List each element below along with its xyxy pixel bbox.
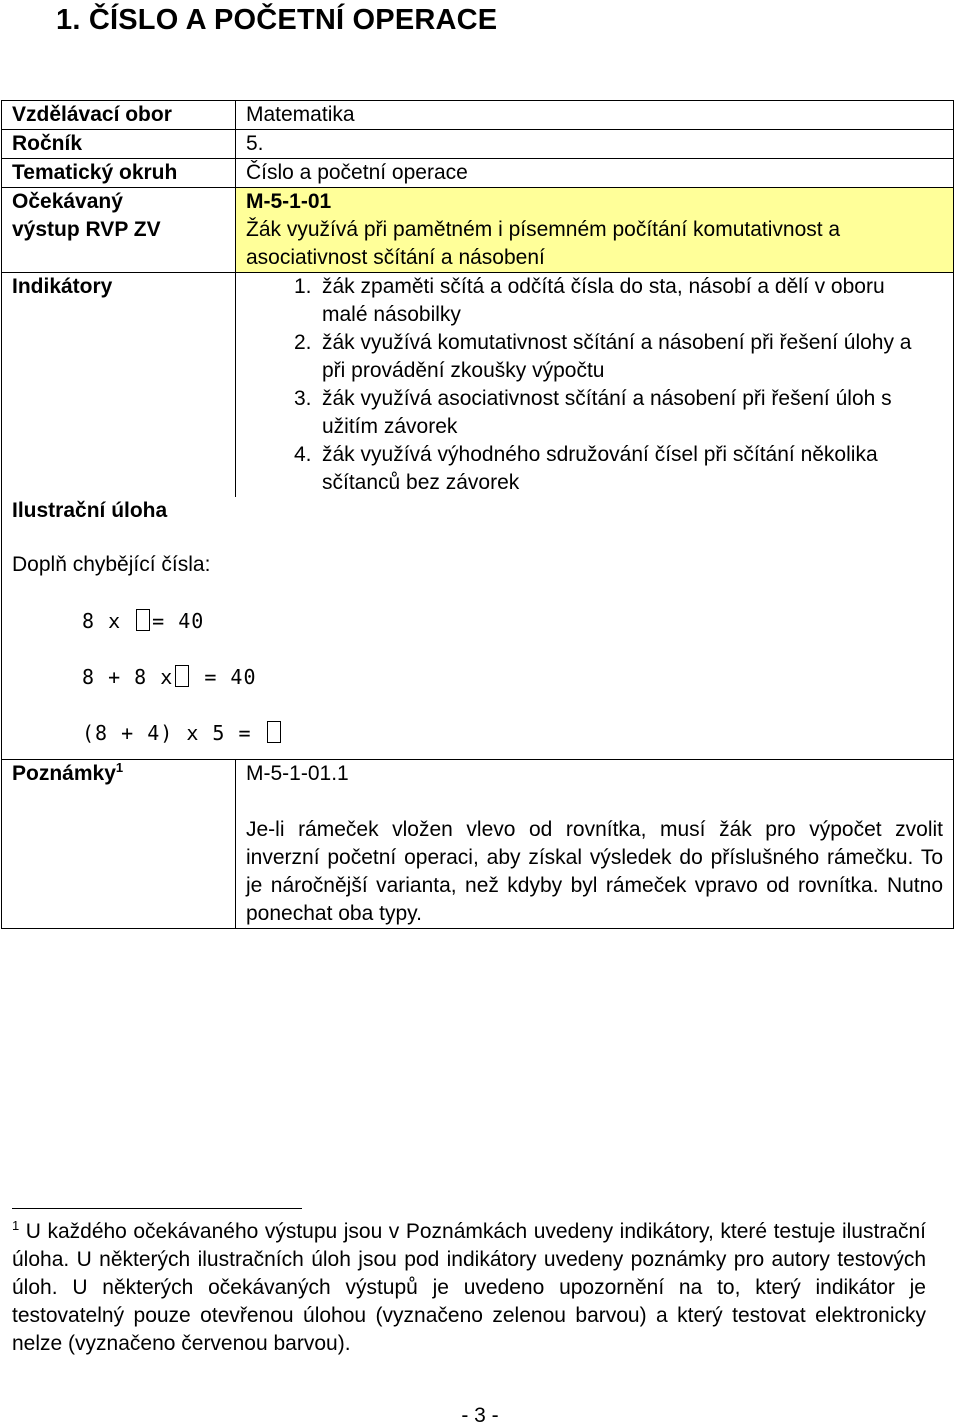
task-cell: [2, 497, 954, 760]
indicator-list: [246, 273, 953, 497]
outcome-label-line1: Očekávaný: [12, 190, 123, 213]
equation-1-right: = 40: [152, 609, 205, 633]
row-task: [2, 497, 954, 760]
indicator-text: žák zpaměti sčítá a odčítá čísla do sta, násobí a dělí v oboru malé násobilky: [322, 275, 885, 326]
notes-text: Je-li rámeček vložen vlevo od rovnítka, musí žák pro výpočet zvolit inverzní početní operaci, aby získal výsledek do příslušného rámečku. To je náročnější varianta, než kdyby byl rámeček vpravo od rovnítka. Nutno ponechat oba typy.: [246, 818, 943, 925]
task-prompt: Doplň chybějící čísla:: [12, 553, 211, 576]
answer-box-1[interactable]: [136, 609, 150, 631]
footnote-text: U každého očekávaného výstupu jsou v Poznámkách uvedeny indikátory, které testuje ilustrační úloha. U některých ilustračních úloh jsou pod indikátory uvedeny poznámky pro autory testových úloh. U některých očekávaných výstupů je uvedeno upozornění na to, který indikátor je testovatelný pouze otevřenou úlohou (vyznačeno zelenou barvou) a který testovat elektronicky nelze (vyznačeno červenou barvou).: [12, 1220, 926, 1355]
outcome-value: [236, 188, 954, 273]
indicator-text: žák využívá komutativnost sčítání a násobení při řešení úlohy a při provádění zkoušky výpočtu: [322, 331, 912, 382]
indicator-number: 1.: [294, 275, 312, 298]
notes-label: [2, 760, 236, 929]
notes-footnote-mark: 1: [115, 760, 124, 775]
indicator-text: žák využívá výhodného sdružování čísel při sčítání několika sčítanců bez závorek: [322, 443, 878, 494]
equation-3: [82, 719, 953, 747]
grade-label: Ročník: [2, 130, 236, 159]
row-notes: [2, 760, 954, 929]
indicator-number: 3.: [294, 387, 312, 410]
indicators-value: [236, 273, 954, 498]
outcome-label: [2, 188, 236, 273]
row-grade: [2, 130, 954, 159]
equation-2-left: 8 + 8 x: [82, 665, 174, 689]
row-indicators: [2, 273, 954, 498]
area-value: Matematika: [236, 101, 954, 130]
notes-code: M-5-1-01.1: [246, 762, 349, 785]
equation-1-left: 8 x: [82, 609, 135, 633]
grade-value: 5.: [236, 130, 954, 159]
indicator-item-4: [294, 441, 953, 497]
footnote-mark: 1: [12, 1218, 20, 1233]
indicator-item-3: [294, 385, 953, 441]
indicator-item-1: [294, 273, 953, 329]
notes-label-text: Poznámky: [12, 762, 116, 785]
outcome-label-line2: výstup RVP ZV: [12, 218, 161, 241]
task-label: Ilustrační úloha: [12, 499, 168, 522]
indicator-text: žák využívá asociativnost sčítání a násobení při řešení úloh s užitím závorek: [322, 387, 892, 438]
outcome-code: M-5-1-01: [246, 190, 332, 213]
answer-box-2[interactable]: [175, 665, 189, 687]
indicators-label: Indikátory: [2, 273, 236, 498]
area-label: Vzdělávací obor: [2, 101, 236, 130]
topic-label: Tematický okruh: [2, 159, 236, 188]
indicator-number: 2.: [294, 331, 312, 354]
row-outcome: [2, 188, 954, 273]
page-title: 1. ČÍSLO A POČETNÍ OPERACE: [56, 4, 498, 36]
topic-value: Číslo a početní operace: [236, 159, 954, 188]
answer-box-3[interactable]: [267, 721, 281, 743]
equation-3-left: (8 + 4) x 5 =: [82, 721, 265, 745]
page-number: - 3 -: [461, 1404, 499, 1427]
notes-value: [236, 760, 954, 929]
row-topic: [2, 159, 954, 188]
indicator-number: 4.: [294, 443, 312, 466]
equation-1: [82, 607, 953, 635]
footnote: [12, 1218, 926, 1358]
footnote-separator: [12, 1208, 302, 1209]
curriculum-table: [1, 100, 954, 929]
equation-2-right: = 40: [191, 665, 257, 689]
equation-2: [82, 663, 953, 691]
indicator-item-2: [294, 329, 953, 385]
outcome-text: Žák využívá při pamětném i písemném počítání komutativnost a asociativnost sčítání a násobení: [246, 218, 841, 269]
row-area: [2, 101, 954, 130]
